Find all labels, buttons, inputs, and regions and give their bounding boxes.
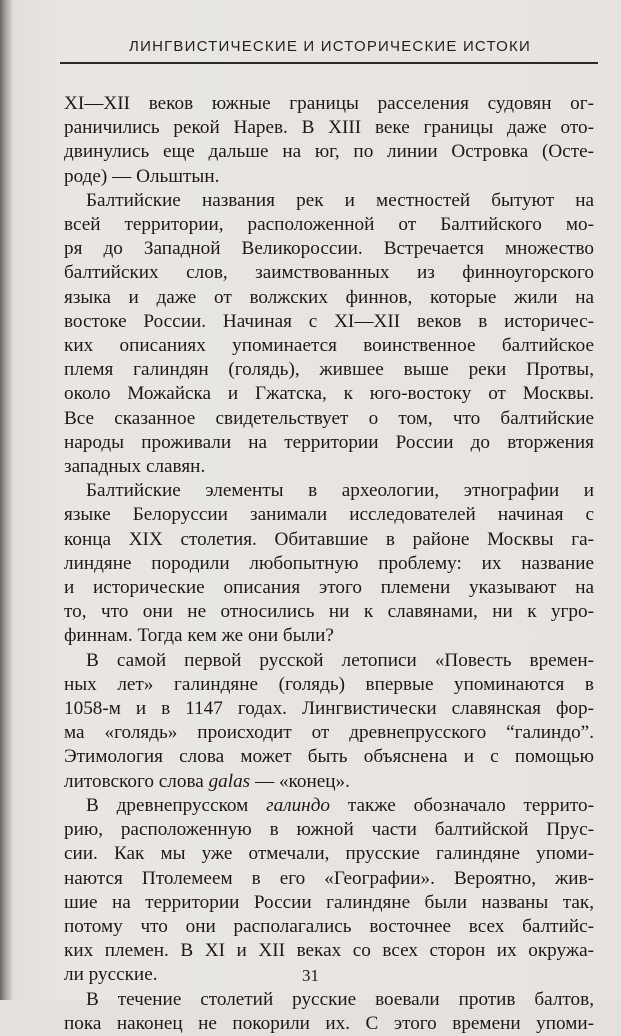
text-line: роде) — Ольштын. <box>64 165 220 187</box>
text-line: востоке России. Начиная с XI—XII веков в историчес- <box>64 310 594 332</box>
text-line: XI—XII веков южные границы расселения судовян ог- <box>64 93 594 114</box>
text-line: потому что они располагались восточнее всех балтийс- <box>64 915 594 937</box>
text-line: ких племен. В XI и XII веках со всех сторон их окружа- <box>64 940 594 962</box>
text-line: всей территории, расположенной от Балтийского мо- <box>64 214 594 236</box>
text-line: финнам. Тогда кем же они были? <box>64 625 334 647</box>
text-line: то, что они не относились ни к славянами, ни к угро- <box>64 601 594 623</box>
paragraph <box>64 988 594 1036</box>
text-line: раничились рекой Нарев. В XIII веке границы даже ото- <box>64 117 594 139</box>
text-line: племя галиндян (голядь), жившее выше реки Протвы, <box>64 359 594 381</box>
text-line: конца XIX столетия. Обитавшие в районе Москвы га- <box>64 528 594 550</box>
text-line: ря до Западной Великороссии. Встречается множество <box>64 238 594 260</box>
text-line: и исторические описания этого племени указывают на <box>64 577 594 599</box>
text-line: языке Белоруссии занимали исследователей начиная с <box>64 504 594 526</box>
text-line: Балтийские элементы в археологии, этнографии и <box>86 480 594 502</box>
paragraph <box>64 479 594 648</box>
page-number: 31 <box>302 966 319 985</box>
text-line: 1058-м и в 1147 годах. Лингвистически славянская фор- <box>64 698 594 720</box>
text-line: народы проживали на территории России до вторжения <box>64 431 594 453</box>
text-line: западных славян. <box>64 456 206 478</box>
paragraph <box>64 92 594 189</box>
text-line: около Можайска и Гжатска, к юго-востоку от Москвы. <box>64 383 594 405</box>
text-line: сии. Как мы уже отмечали, прусские галиндяне упоми- <box>64 843 594 865</box>
text-line: ных лет» галиндяне (голядь) впервые упоминаются в <box>64 673 594 695</box>
book-spine-shadow <box>0 0 12 1000</box>
text-line: В древнепрусском галиндо также обозначало террито- <box>86 794 595 816</box>
paragraph <box>64 189 594 479</box>
text-line: балтийских слов, заимствованных из финноугорского <box>64 262 594 284</box>
text-line: рию, расположенную в южной части балтийской Прус- <box>64 819 594 841</box>
paragraph <box>64 649 594 794</box>
header-rule <box>60 62 598 64</box>
text-line: языка и даже от волжских финнов, которые жили на <box>64 286 594 308</box>
text-line: литовского слова galas — «конец». <box>64 770 350 792</box>
text-line: Этимология слова может быть объяснена и с помощью <box>64 746 594 768</box>
text-line: Все сказанное свидетельствует о том, что балтийские <box>64 407 594 429</box>
running-header: ЛИНГВИСТИЧЕСКИЕ И ИСТОРИЧЕСКИЕ ИСТОКИ <box>129 38 531 55</box>
text-line: наются Птолемеем в его «Географии». Вероятно, жив- <box>64 867 594 889</box>
text-line: двинулись еще дальше на юг, по линии Островка (Осте- <box>64 141 594 163</box>
paragraph <box>64 794 594 988</box>
text-line: В течение столетий русские воевали против балтов, <box>86 988 594 1010</box>
text-line: ма «голядь» происходит от древнепрусского “галиндо”. <box>64 722 594 744</box>
body-text <box>64 92 594 1036</box>
text-line: В самой первой русской летописи «Повесть времен- <box>86 649 594 671</box>
text-line: ли русские. <box>64 964 158 986</box>
text-line: ких описаниях упоминается воинственное балтийское <box>64 335 594 357</box>
text-line: Балтийские названия рек и местностей бытуют на <box>86 189 594 211</box>
text-line: пока наконец не покорили их. С этого времени упоми- <box>64 1012 594 1034</box>
text-line: шие на территории России галиндяне были названы так, <box>64 891 594 913</box>
text-line: линдяне породили любопытную проблему: их название <box>64 552 594 574</box>
